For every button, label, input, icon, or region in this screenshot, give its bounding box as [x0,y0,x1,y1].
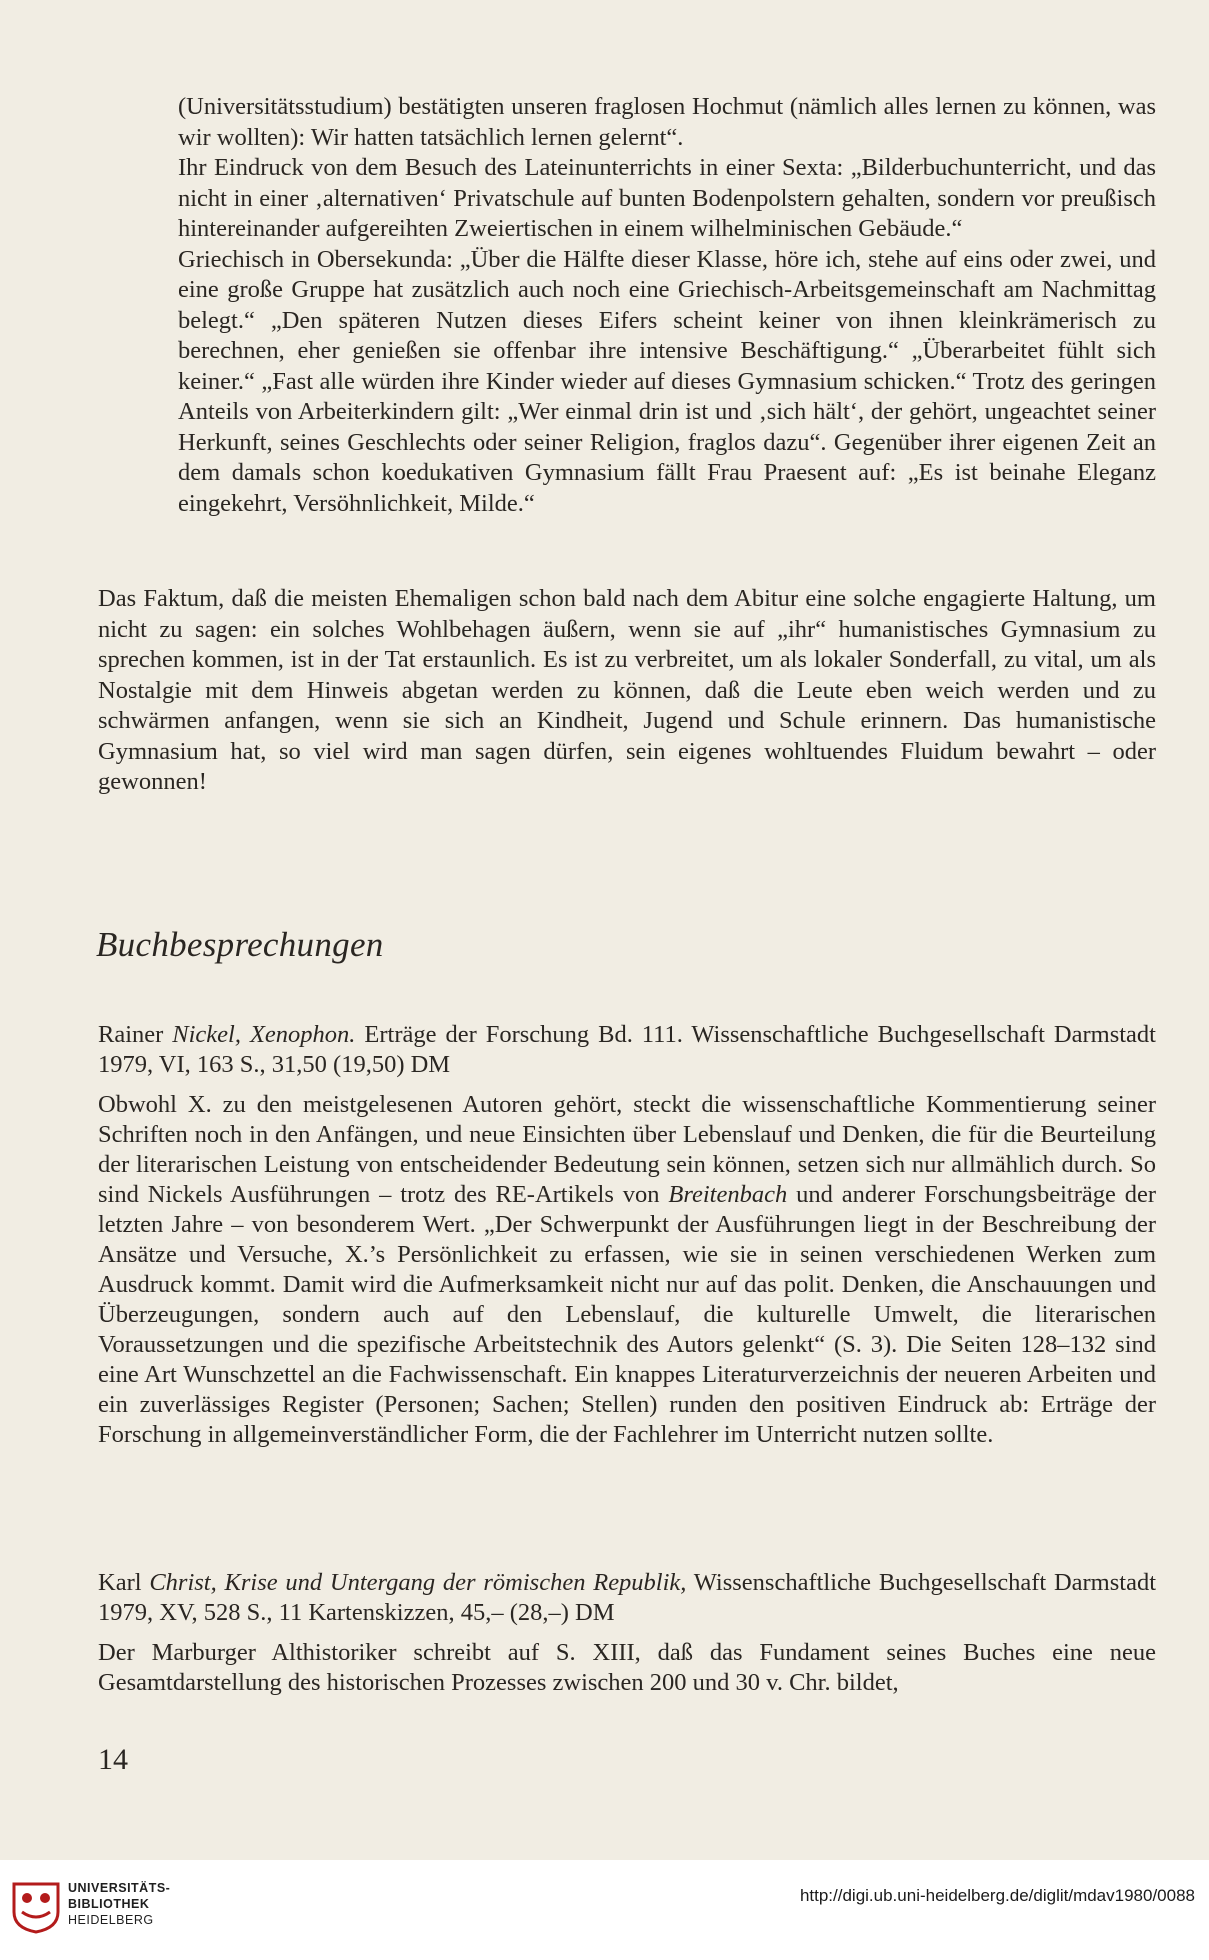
book-review-2 [98,1568,1156,1698]
quote-paragraph-1: (Universitätsstudium) bestätigten unseren fraglosen Hochmut (nämlich alles lernen zu können, was wir wollten): Wir hatten tatsächlich lernen gelernt“. [178,93,1156,151]
review-1-author-first: Rainer [98,1021,164,1048]
library-name-line-1: UNIVERSITÄTS- [68,1881,171,1895]
library-name [68,1880,170,1928]
quoted-passage [178,92,1156,519]
book-review-1 [98,1020,1156,1450]
review-2-citation [98,1568,1156,1628]
review-2-publication: Wissenschaftliche Buchgesellschaft Darmstadt 1979, XV, 528 S., 11 Kartenskizzen, 45,– (28,–) DM [98,1569,1157,1626]
review-1-publication: Erträge der Forschung Bd. 111. Wissenschaftliche Buchgesellschaft Darmstadt 1979, VI, 163 S., 31,50 (19,50) DM [98,1021,1156,1078]
review-2-author-first: Karl [98,1569,142,1596]
page-number: 14 [98,1743,128,1776]
review-1-author-title: Nickel, Xenophon. [172,1021,356,1048]
library-name-line-2: BIBLIOTHEK [68,1897,150,1911]
review-2-author-title: Christ, Krise und Untergang der römischen Republik, [149,1569,687,1596]
main-paragraph: Das Faktum, daß die meisten Ehemaligen schon bald nach dem Abitur eine solche engagierte Haltung, um nicht zu sagen: ein solches Wohlbehagen äußern, wenn sie auf „ihr“ humanistisches Gymnasium zu sprechen kommen, ist in der Tat erstaunlich. Es ist zu verbreitet, um als lokaler Sonderfall, zu vital, um als Nostalgie mit dem Hinweis abgetan werden zu können, daß die Leute eben weich werden und zu schwärmen anfangen, wenn sie sich an Kindheit, Jugend und Schule erinnern. Das humanistische Gymnasium hat, so viel wird man sagen dürfen, sein eigenes wohltuendes Fluidum bewahrt – oder gewonnen! [98,585,1156,795]
review-1-body-after: und anderer Forschungsbeiträge der letzten Jahre – von besonderem Wert. „Der Schwerpunkt der Ausführungen liegt in der Beschreibung der Ansätze und Versuche, X.’s Persönlichkeit zu erfassen, wie sie in seinen verschiedenen Werken zum Ausdruck kommt. Damit wird die Aufmerksamkeit nicht nur auf das polit. Denken, die Anschauungen und Überzeugungen, sondern auch auf den Lebenslauf, die kulturelle Umwelt, die literarischen Voraussetzungen und die spezifische Arbeitstechnik des Autors gelenkt“ (S. 3). Die Seiten 128–132 sind eine Art Wunschzettel an die Fachwissenschaft. Ein knappes Literaturverzeichnis der neueren Arbeiten und ein zuverlässiges Register (Personen; Sachen; Stellen) runden den positiven Eindruck ab: Erträge der Forschung in allgemeinverständlicher Form, die der Fachlehrer im Unterricht nutzen sollte. [98,1181,1157,1448]
permalink-url[interactable]: http://digi.ub.uni-heidelberg.de/diglit/mdav1980/0088 [799,1886,1195,1905]
quote-paragraph-3: Griechisch in Obersekunda: „Über die Hälfte dieser Klasse, höre ich, stehe auf eins oder zwei, und eine große Gruppe hat zusätzlich auch noch eine Griechisch-Arbeitsgemeinschaft am Nachmittag belegt.“ „Den späteren Nutzen dieses Eifers scheint keiner von ihnen kleinkrämerisch zu berechnen, eher genießen sie offenbar ihre intensive Beschäftigung.“ „Überarbeitet fühlt sich keiner.“ „Fast alle würden ihre Kinder wieder auf dieses Gymnasium schicken.“ Trotz des geringen Anteils von Arbeiterkindern gilt: „Wer einmal drin ist und ‚sich hält‘, der gehört, ungeachtet seiner Herkunft, seines Geschlechts oder seiner Religion, fraglos dazu“. Gegenüber ihrer eigenen Zeit an dem damals schon koedukativen Gymnasium fällt Frau Praesent auf: „Es ist beinahe Eleganz eingekehrt, Versöhnlichkeit, Milde.“ [178,245,1156,517]
digitization-footer [0,1860,1209,1960]
review-1-body-italic: Breitenbach [668,1181,788,1208]
review-2-body: Der Marburger Althistoriker schreibt auf S. XIII, daß das Fundament seines Buches eine neue Gesamtdarstellung des historischen Prozesses zwischen 200 und 30 v. Chr. bildet, [98,1639,1156,1696]
library-name-line-3: HEIDELBERG [68,1913,154,1927]
review-1-body [98,1090,1156,1450]
body-paragraph [98,584,1156,798]
review-1-body-before: Obwohl X. zu den meistgelesenen Autoren gehört, steckt die wissenschaftliche Kommentierung seiner Schriften noch in den Anfängen, und neue Einsichten über Lebenslauf und Denken, die für die Beurteilung der literarischen Leistung von entscheidender Bedeutung sein können, setzen sich nur allmählich durch. So sind Nickels Ausführungen – trotz des RE-Artikels von [98,1091,1156,1208]
review-1-citation [98,1020,1156,1080]
university-library-seal-icon [10,1878,62,1934]
quote-paragraph-2: Ihr Eindruck von dem Besuch des Lateinunterrichts in einer Sexta: „Bilderbuchunterricht, und das nicht in einer ‚alternativen‘ Privatschule auf bunten Bodenpolstern gehalten, sondern vor preußisch hintereinander aufgereihten Zweiertischen in einem wilhelminischen Gebäude.“ [178,154,1156,242]
section-heading: Buchbesprechungen [96,925,384,964]
